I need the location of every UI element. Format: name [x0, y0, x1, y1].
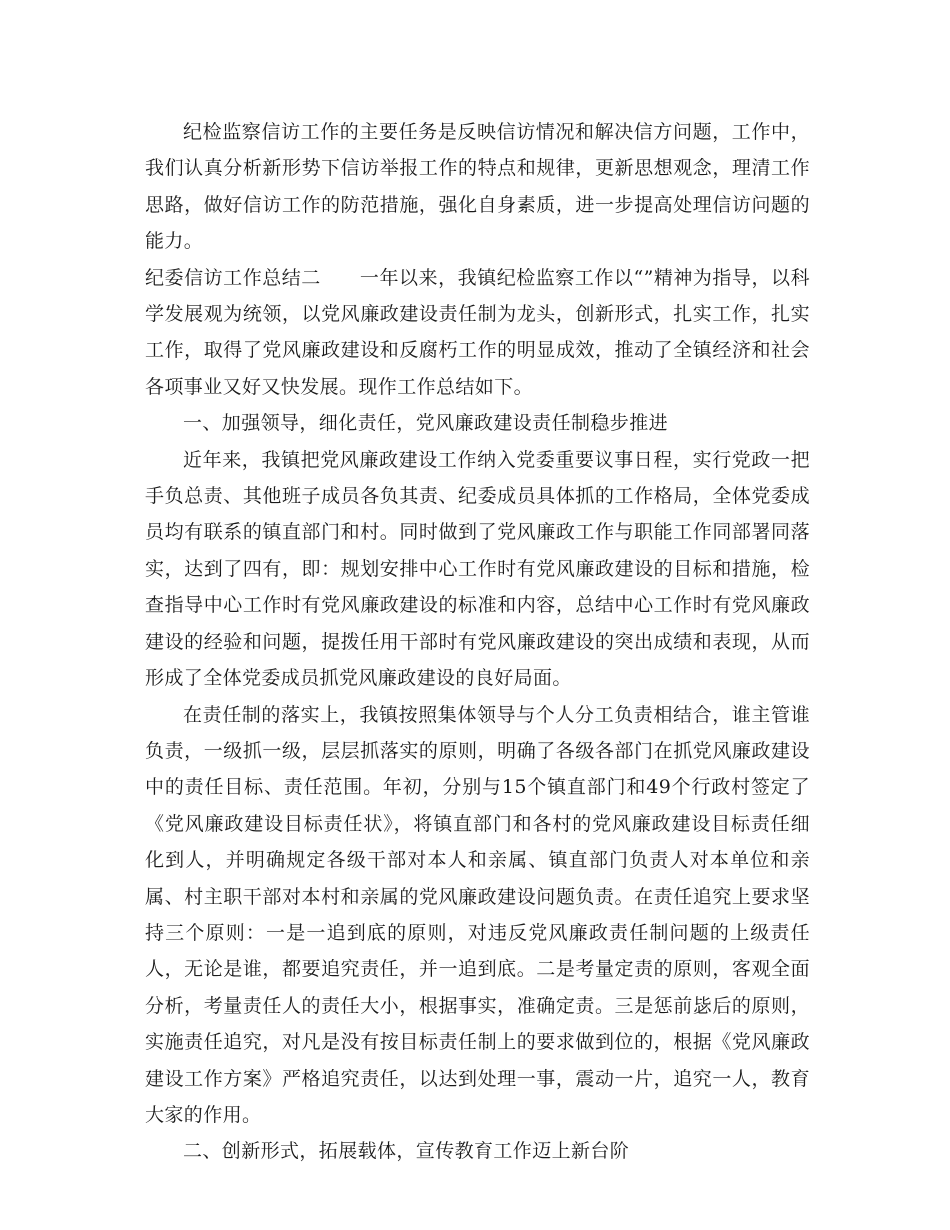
document-page: [145, 114, 810, 1170]
section-heading-two: 二、创新形式，拓展载体，宣传教育工作迈上新台阶: [183, 1140, 630, 1163]
paragraph-leadership: 近年来，我镇把党风廉政建设工作纳入党委重要议事日程，实行党政一把手负总责、其他班子成员各负其责、纪委成员具体抓的工作格局，全体党委成员均有联系的镇直部门和村。同时做到了党风廉政工作与职能工作同部署同落实，达到了四有，即：规划安排中心工作时有党风廉政建设的目标和措施，检查指导中心工作时有党风廉政建设的标准和内容，总结中心工作时有党风廉政建设的经验和问题，提拨任用干部时有党风廉政建设的突出成绩和表现，从而形成了全体党委成员抓党风廉政建设的良好局面。: [145, 448, 810, 690]
section-heading-one: 一、加强领导，细化责任，党风廉政建设责任制稳步推进: [183, 412, 669, 435]
paragraph-intro: 纪检监察信访工作的主要任务是反映信访情况和解决信方问题，工作中，我们认真分析新形势下信访举报工作的特点和规律，更新思想观念，理清工作思路，做好信访工作的防范措施，强化自身素质，进一步提高处理信访问题的能力。: [145, 121, 810, 253]
paragraph-summary-two: 纪委信访工作总结二 一年以来，我镇纪检监察工作以“”精神为指导，以科学发展观为统领，以党风廉政建设责任制为龙头，创新形式，扎实工作，扎实工作，取得了党风廉政建设和反腐朽工作的明显成效，推动了全镇经济和社会各项事业又好又快发展。现作工作总结如下。: [145, 266, 810, 398]
paragraph-responsibility: 在责任制的落实上，我镇按照集体领导与个人分工负责相结合，谁主管谁负责，一级抓一级，层层抓落实的原则，明确了各级各部门在抓党风廉政建设中的责任目标、责任范围。年初，分别与15个镇直部门和49个行政村签定了《党风廉政建设目标责任状》，将镇直部门和各村的党风廉政建设目标责任细化到人，并明确规定各级干部对本人和亲属、镇直部门负责人对本单位和亲属、村主职干部对本村和亲属的党风廉政建设问题负责。在责任追究上要求坚持三个原则：一是一追到底的原则，对违反党风廉政责任制问题的上级责任人，无论是谁，都要追究责任，并一追到底。二是考量定责的原则，客观全面分析，考量责任人的责任大小，根据事实，准确定责。三是惩前毖后的原则，实施责任追究，对凡是没有按目标责任制上的要求做到位的，根据《党风廉政建设工作方案》严格追究责任，以达到处理一事，震动一片，追究一人，教育大家的作用。: [145, 703, 810, 1126]
